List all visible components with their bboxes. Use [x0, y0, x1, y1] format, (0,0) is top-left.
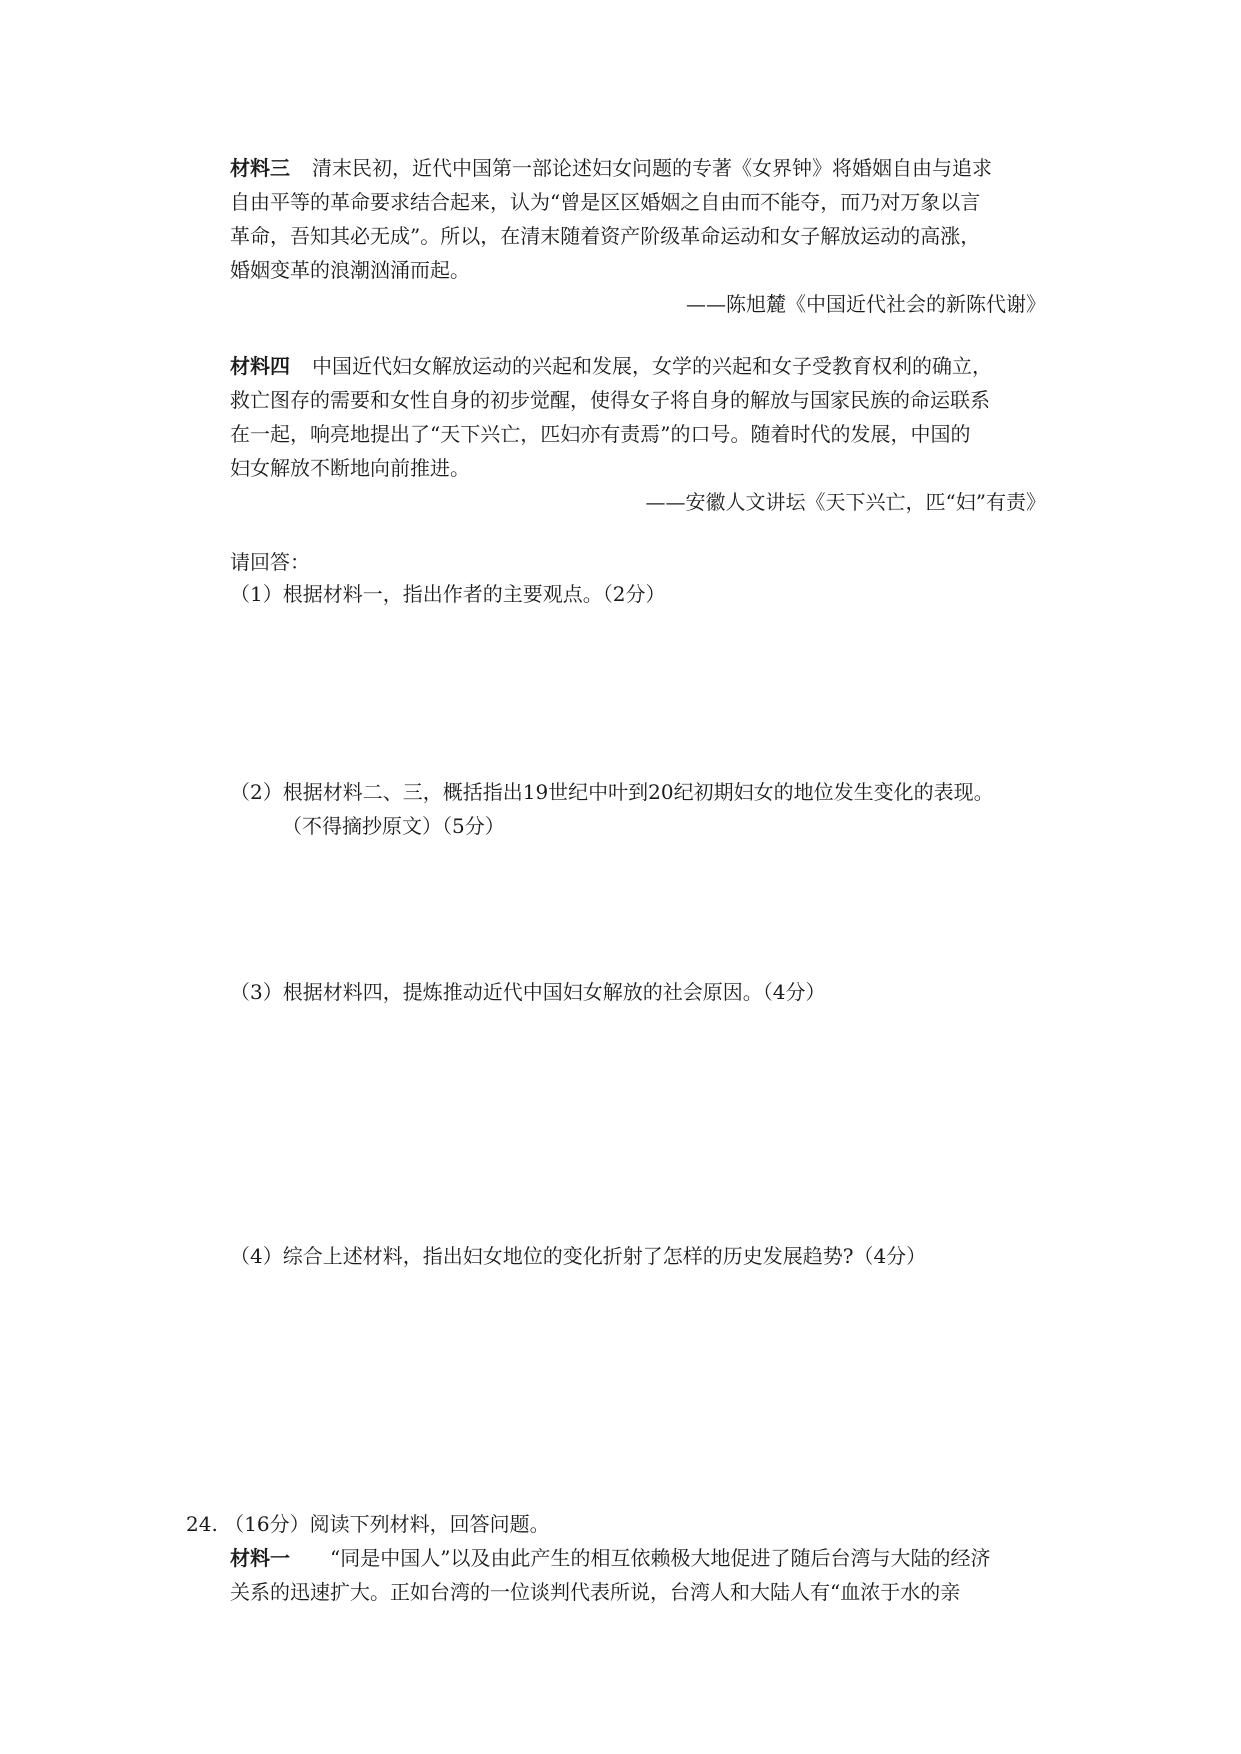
material-four-source: ——安徽人文讲坛《天下兴亡，匹“妇”有责》: [645, 490, 1046, 514]
material-three-line-1: 清末民初，近代中国第一部论述妇女问题的专著《女界钟》将婚姻自由与追求: [312, 156, 992, 180]
material-three-source: ——陈旭麓《中国近代社会的新陈代谢》: [686, 292, 1046, 316]
question-2-line-2: （不得摘抄原文）（5分）: [282, 814, 505, 838]
question-24-line-2: 关系的迅速扩大。正如台湾的一位谈判代表所说，台湾人和大陆人有“血浓于水的亲: [230, 1580, 961, 1604]
material-three-label: 材料三: [230, 156, 290, 180]
question-24-material-one-label: 材料一: [230, 1546, 290, 1570]
question-24-header: 24. （16分）阅读下列材料，回答问题。: [186, 1512, 550, 1536]
material-four-line-4: 妇女解放不断地向前推进。: [230, 456, 470, 480]
material-four-label: 材料四: [230, 354, 290, 378]
material-three-line-3: 革命，吾知其必无成”。所以，在清末随着资产阶级革命运动和女子解放运动的高涨，: [230, 224, 981, 248]
material-four-line-3: 在一起，响亮地提出了“天下兴亡，匹妇亦有责焉”的口号。随着时代的发展，中国的: [230, 422, 971, 446]
material-three-line-4: 婚姻变革的浪潮汹涌而起。: [230, 258, 470, 282]
question-2-line-1: （2）根据材料二、三，概括指出19世纪中叶到20纪初期妇女的地位发生变化的表现。: [230, 780, 994, 804]
question-24-line-1: “同是中国人”以及由此产生的相互依赖极大地促进了随后台湾与大陆的经济: [330, 1546, 991, 1570]
answer-prompt: 请回答：: [230, 550, 310, 574]
material-four-line-2: 救亡图存的需要和女性自身的初步觉醒，使得女子将自身的解放与国家民族的命运联系: [230, 388, 990, 412]
material-three-line-2: 自由平等的革命要求结合起来，认为“曾是区区婚姻之自由而不能夺，而乃对万象以言: [230, 190, 981, 214]
material-four-line-1: 中国近代妇女解放运动的兴起和发展，女学的兴起和女子受教育权利的确立，: [312, 354, 992, 378]
question-3: （3）根据材料四，提炼推动近代中国妇女解放的社会原因。（4分）: [230, 980, 826, 1004]
question-1: （1）根据材料一，指出作者的主要观点。（2分）: [230, 582, 666, 606]
question-4: （4）综合上述材料，指出妇女地位的变化折射了怎样的历史发展趋势?（4分）: [230, 1244, 927, 1268]
